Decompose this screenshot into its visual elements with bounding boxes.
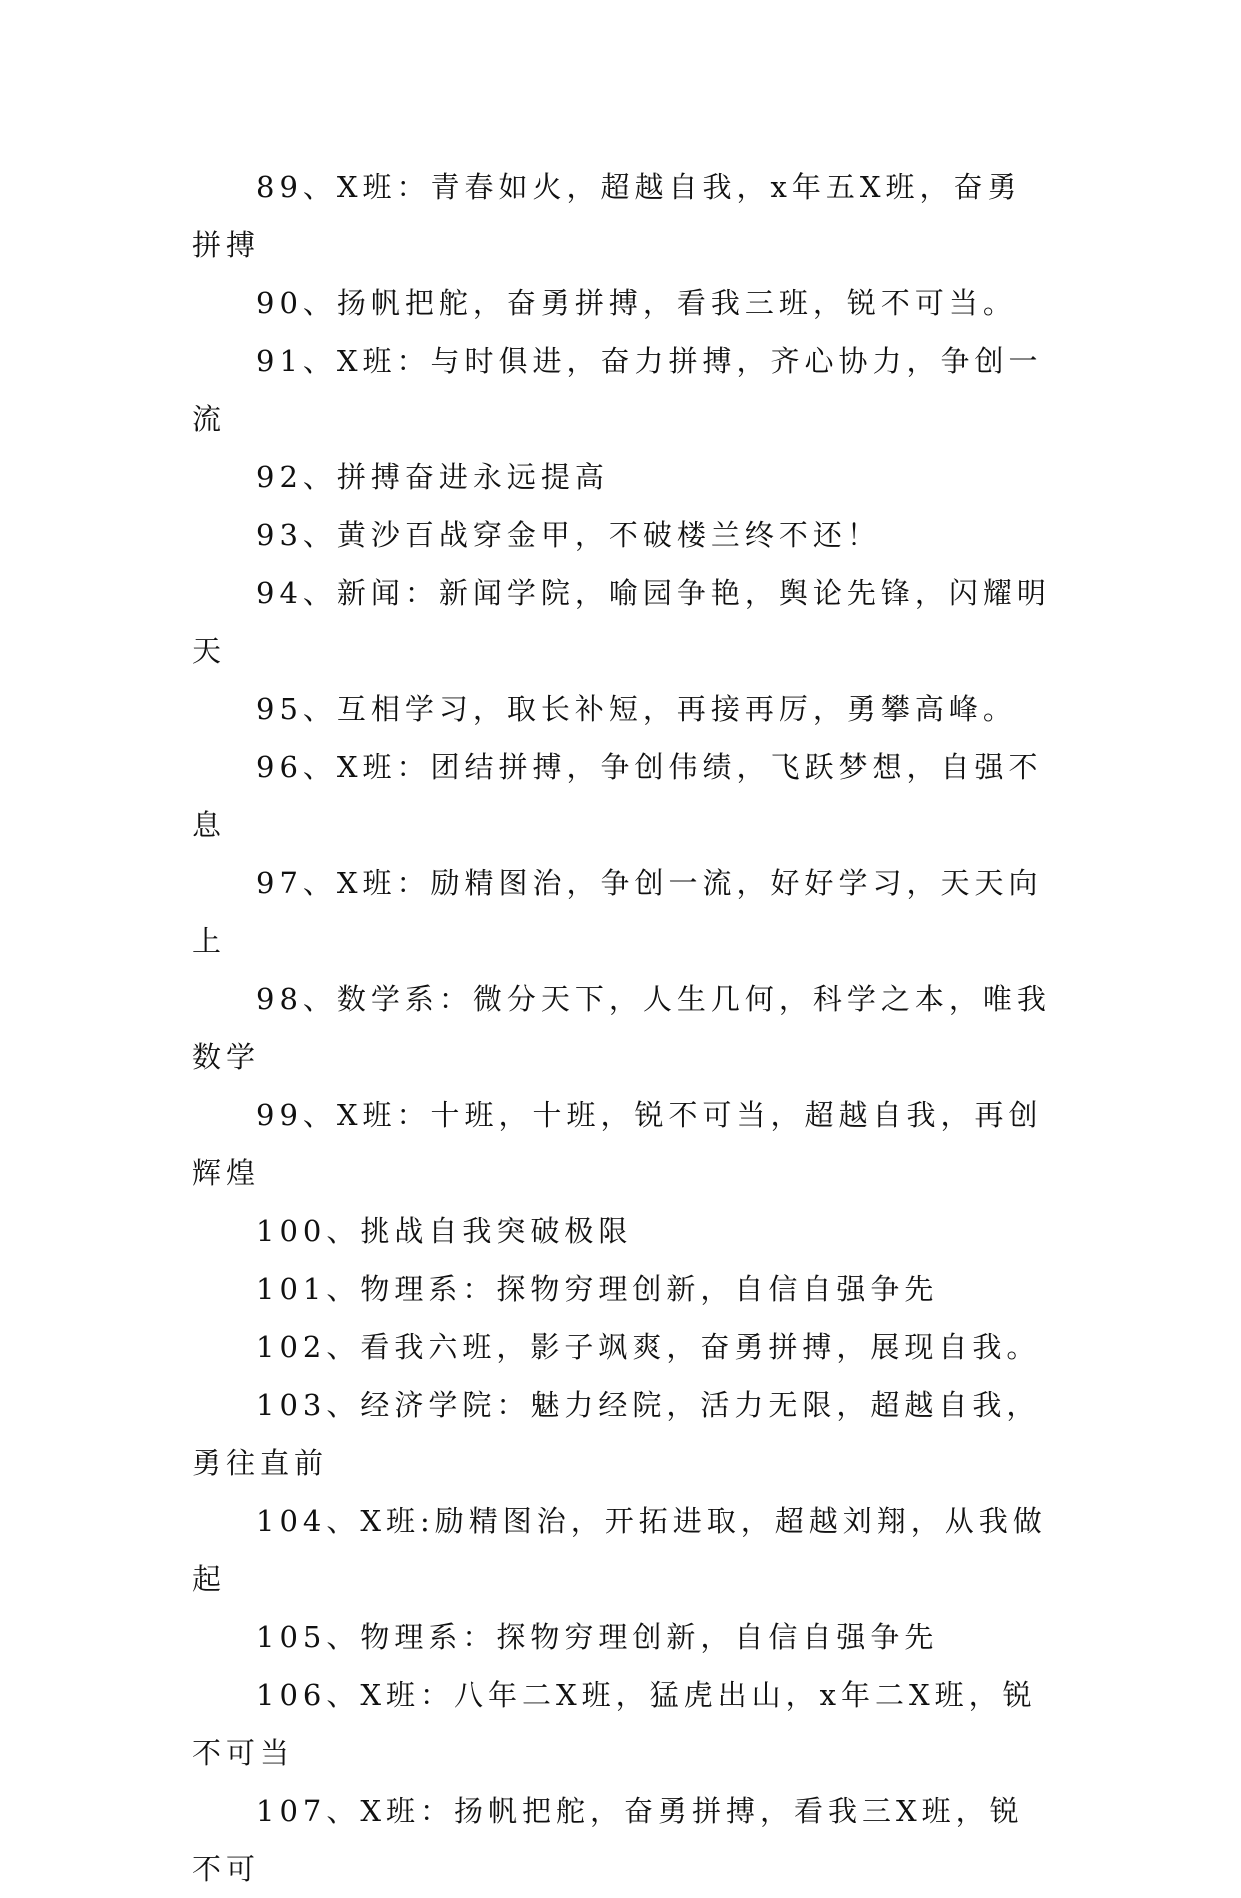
paragraph: 93、黄沙百战穿金甲，不破楼兰终不还！ bbox=[256, 518, 881, 552]
paragraph: 91、X班：与时俱进，奋力拼搏，齐心协力，争创一流 bbox=[192, 344, 1043, 436]
paragraph: 99、X班：十班，十班，锐不可当，超越自我，再创辉煌 bbox=[192, 1098, 1043, 1190]
paragraph: 107、X班：扬帆把舵，奋勇拼搏，看我三X班，锐不可 bbox=[192, 1794, 1024, 1886]
paragraph: 105、物理系：探物穷理创新，自信自强争先 bbox=[256, 1620, 939, 1654]
paragraph: 104、X班:励精图治，开拓进取，超越刘翔，从我做起 bbox=[192, 1504, 1047, 1596]
paragraph: 98、数学系：微分天下，人生几何，科学之本，唯我数学 bbox=[192, 982, 1051, 1074]
paragraph: 96、X班：团结拼搏，争创伟绩，飞跃梦想，自强不息 bbox=[192, 750, 1043, 842]
paragraph: 90、扬帆把舵，奋勇拼搏，看我三班，锐不可当。 bbox=[256, 286, 1017, 320]
paragraph: 102、看我六班，影子飒爽，奋勇拼搏，展现自我。 bbox=[256, 1330, 1041, 1364]
paragraph: 100、挑战自我突破极限 bbox=[256, 1214, 633, 1248]
paragraph: 94、新闻：新闻学院，喻园争艳，舆论先锋，闪耀明天 bbox=[192, 576, 1051, 668]
paragraph: 101、物理系：探物穷理创新，自信自强争先 bbox=[256, 1272, 939, 1306]
paragraph: 89、X班：青春如火，超越自我，x年五X班，奋勇拼搏 bbox=[192, 170, 1022, 262]
paragraph: 106、X班：八年二X班，猛虎出山，x年二X班，锐不可当 bbox=[192, 1678, 1037, 1770]
paragraph: 103、经济学院：魅力经院，活力无限，超越自我，勇往直前 bbox=[192, 1388, 1041, 1480]
paragraph: 95、互相学习，取长补短，再接再厉，勇攀高峰。 bbox=[256, 692, 1017, 726]
document-body bbox=[192, 158, 1052, 1898]
paragraph: 97、X班：励精图治，争创一流，好好学习，天天向上 bbox=[192, 866, 1043, 958]
paragraph: 92、拼搏奋进永远提高 bbox=[256, 460, 609, 494]
